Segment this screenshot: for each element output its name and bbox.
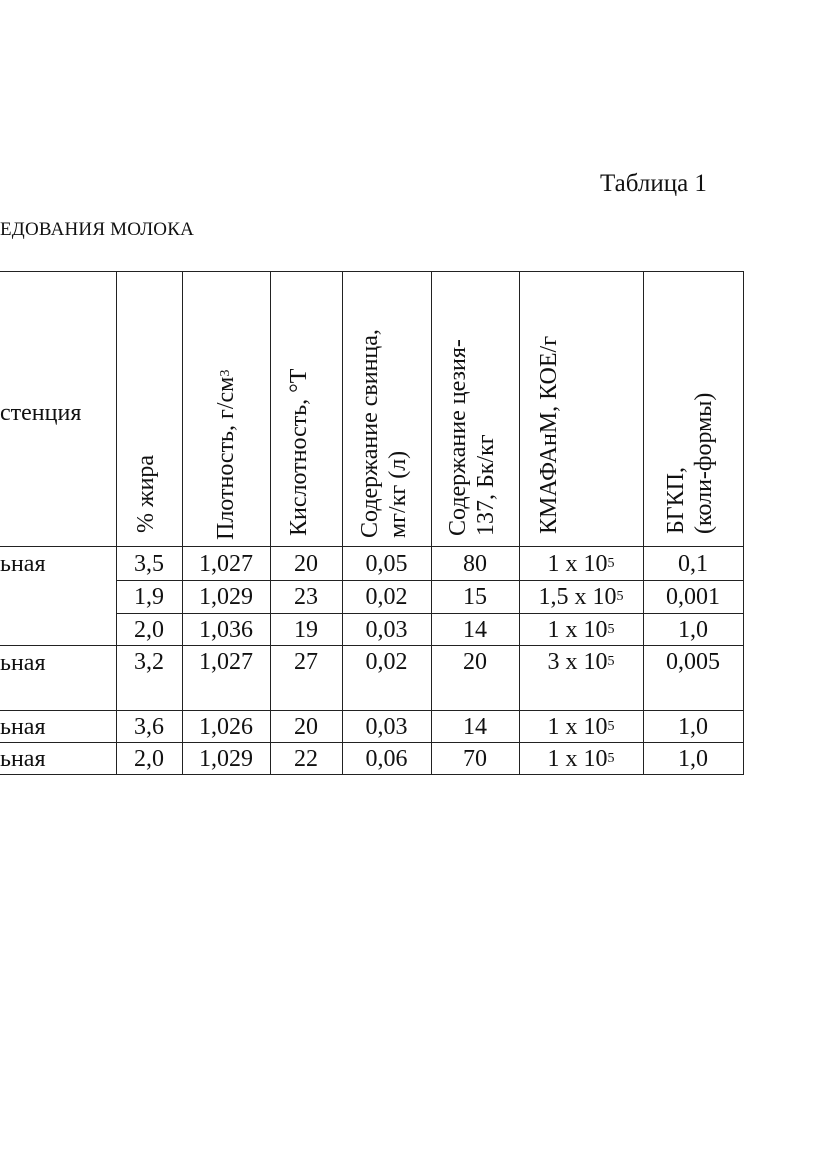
cell-cesium: 80 xyxy=(463,551,487,577)
column-separator xyxy=(270,271,271,775)
row-separator xyxy=(116,580,744,581)
cell-kmafanm xyxy=(519,747,643,775)
header-lead-line2: мг/кг (л) xyxy=(385,450,411,538)
cell-kmafanm-exp: 5 xyxy=(607,622,615,637)
header-separator xyxy=(0,546,744,547)
cell-lead: 0,02 xyxy=(365,584,408,610)
cell-density: 1,029 xyxy=(199,746,253,772)
cell-kmafanm xyxy=(519,715,643,743)
header-kmafanm xyxy=(535,336,563,534)
cell-acidity: 20 xyxy=(294,714,318,740)
cell-acidity: 22 xyxy=(294,746,318,772)
cell-consistency: ьная xyxy=(0,746,46,772)
row-separator xyxy=(116,613,744,614)
cell-fat: 3,2 xyxy=(134,649,164,675)
column-separator xyxy=(431,271,432,775)
header-fat xyxy=(132,455,160,533)
cell-cesium: 20 xyxy=(463,649,487,675)
cell-fat: 2,0 xyxy=(134,746,164,772)
column-separator xyxy=(342,271,343,775)
header-density-text: Плотность, г/см xyxy=(213,376,239,540)
header-acidity-text: Кислотность, °Т xyxy=(286,368,312,536)
table-border-right xyxy=(743,271,744,775)
cell-bgkp: 1,0 xyxy=(678,714,708,740)
table-caption: Таблица 1 xyxy=(600,170,707,197)
cell-bgkp: 1,0 xyxy=(678,617,708,643)
cell-fat: 2,0 xyxy=(134,617,164,643)
cell-kmafanm xyxy=(519,618,643,646)
column-separator xyxy=(643,271,644,775)
cell-kmafanm xyxy=(519,585,643,613)
cell-kmafanm-base: 1 х 10 xyxy=(547,714,608,740)
cell-fat: 3,5 xyxy=(134,551,164,577)
table-title: ЕДОВАНИЯ МОЛОКА xyxy=(0,219,195,240)
header-bgkp xyxy=(662,393,718,534)
header-lead-line1: Содержание свинца, xyxy=(357,329,383,538)
cell-kmafanm xyxy=(519,650,643,678)
cell-density: 1,036 xyxy=(199,617,253,643)
header-fat-text: % жира xyxy=(133,454,159,533)
cell-lead: 0,06 xyxy=(365,746,408,772)
cell-density: 1,026 xyxy=(199,714,253,740)
header-consistency: стенция xyxy=(0,400,82,426)
cell-cesium: 14 xyxy=(463,617,487,643)
cell-lead: 0,03 xyxy=(365,714,408,740)
cell-density: 1,029 xyxy=(199,584,253,610)
header-bgkp-line2: (коли-формы) xyxy=(691,392,717,534)
cell-kmafanm-base: 1 х 10 xyxy=(547,551,608,577)
cell-cesium: 14 xyxy=(463,714,487,740)
header-cesium xyxy=(444,339,500,536)
column-separator xyxy=(182,271,183,775)
cell-bgkp: 1,0 xyxy=(678,746,708,772)
header-kmafanm-text: КМАФАнМ, КОЕ/г xyxy=(536,335,562,534)
header-lead xyxy=(356,329,412,538)
column-separator xyxy=(116,271,117,775)
cell-bgkp: 0,001 xyxy=(666,584,720,610)
cell-consistency: ьная xyxy=(0,551,46,577)
column-separator xyxy=(519,271,520,775)
table-border-top xyxy=(0,271,744,272)
cell-bgkp: 0,1 xyxy=(678,551,708,577)
cell-fat: 3,6 xyxy=(134,714,164,740)
cell-cesium: 70 xyxy=(463,746,487,772)
cell-kmafanm-exp: 5 xyxy=(607,719,615,734)
cell-kmafanm xyxy=(519,552,643,580)
cell-kmafanm-base: 3 х 10 xyxy=(547,649,608,675)
cell-lead: 0,02 xyxy=(365,649,408,675)
cell-cesium: 15 xyxy=(463,584,487,610)
cell-density: 1,027 xyxy=(199,649,253,675)
header-cesium-line1: Содержание цезия- xyxy=(445,339,471,536)
cell-bgkp: 0,005 xyxy=(666,649,720,675)
header-cesium-line2: 137, Бк/кг xyxy=(473,434,499,536)
cell-consistency: ьная xyxy=(0,714,46,740)
cell-lead: 0,03 xyxy=(365,617,408,643)
cell-kmafanm-exp: 5 xyxy=(607,556,615,571)
cell-fat: 1,9 xyxy=(134,584,164,610)
row-separator xyxy=(0,710,744,711)
cell-kmafanm-exp: 5 xyxy=(607,751,615,766)
cell-kmafanm-base: 1 х 10 xyxy=(547,617,608,643)
cell-acidity: 20 xyxy=(294,551,318,577)
cell-acidity: 23 xyxy=(294,584,318,610)
header-bgkp-line1: БГКП, xyxy=(663,467,689,534)
cell-acidity: 27 xyxy=(294,649,318,675)
cell-kmafanm-base: 1 х 10 xyxy=(547,746,608,772)
header-density xyxy=(212,370,244,540)
cell-acidity: 19 xyxy=(294,617,318,643)
header-density-sup: 3 xyxy=(218,369,233,377)
cell-density: 1,027 xyxy=(199,551,253,577)
cell-consistency: ьная xyxy=(0,650,46,676)
cell-kmafanm-exp: 5 xyxy=(607,654,615,669)
cell-kmafanm-base: 1,5 х 10 xyxy=(538,584,617,610)
cell-lead: 0,05 xyxy=(365,551,408,577)
cell-kmafanm-exp: 5 xyxy=(616,589,624,604)
header-acidity xyxy=(285,369,313,536)
